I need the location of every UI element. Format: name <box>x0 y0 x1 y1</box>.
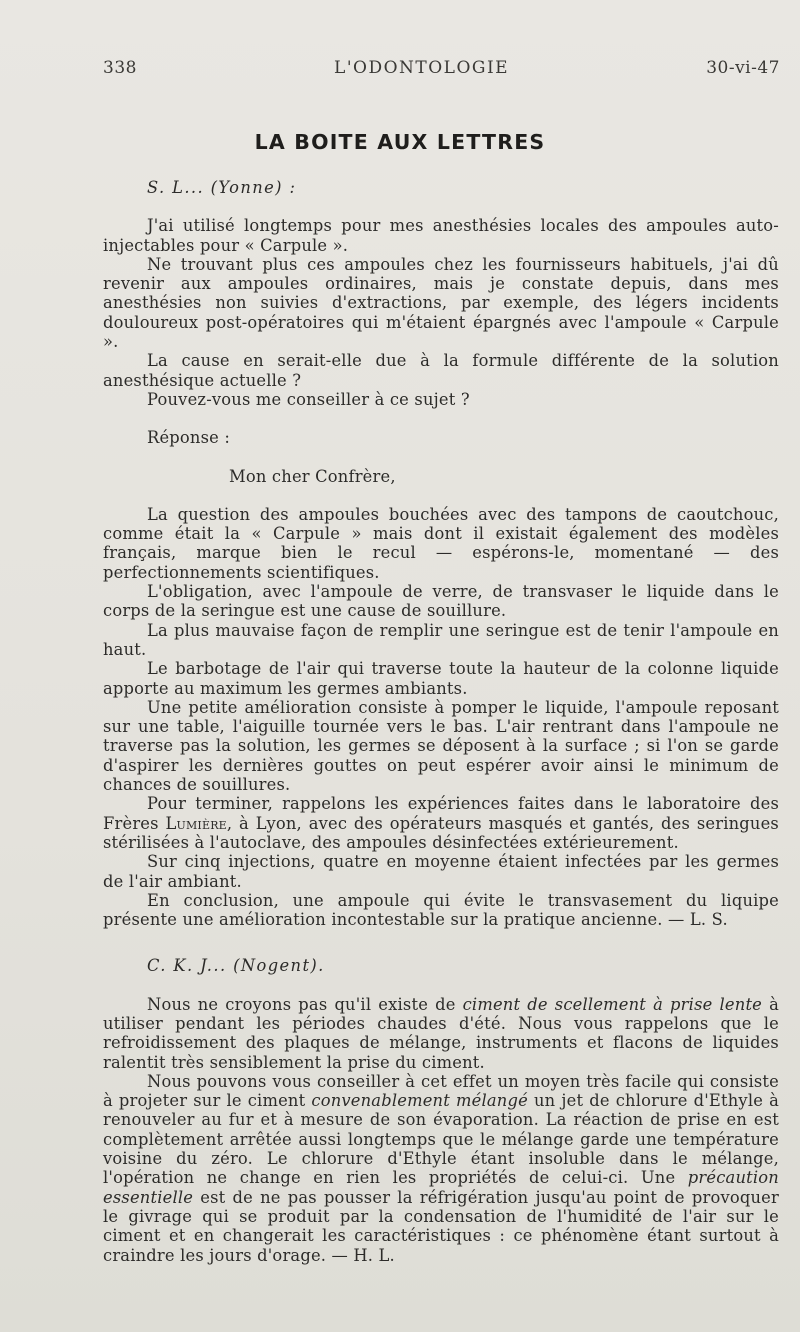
letter1-sender: S. L... (Yonne) : <box>147 178 297 197</box>
salutation: Mon cher Confrère, <box>229 466 396 486</box>
letter1-question-1: J'ai utilisé longtemps pour mes anesthésies locales des ampoules auto-injectables pour « Carpule ». <box>103 216 779 255</box>
l2p2-emphasis-1: convenablement mélangé <box>311 1091 528 1111</box>
section-title: LA BOITE AUX LETTRES <box>254 130 546 154</box>
answer-6-end: , à Lyon, avec des opérateurs masqués et gantés, des seringues stérilisées à l'autoclave, des ampoules désinfectées extérieurement. <box>103 813 779 852</box>
answer-paragraph-7: Sur cinq injections, quatre en moyenne étaient infectées par les germes de l'air ambiant. <box>103 852 779 891</box>
letter2-paragraph-2 <box>103 1072 779 1265</box>
l2p2-emphasis-2: précaution essentielle <box>103 1168 779 1207</box>
issue-date: 30-vi-47 <box>706 58 780 78</box>
l2p2-c: est de ne pas pousser la réfrigération jusqu'au point de provoquer le givrage qui se produit par la condensation de l'humidité de l'air sur le ciment et en changerait les caractéristiques : ce phénomène étant surtout à craindre les jours d'orage. — H. L. <box>103 1187 779 1265</box>
letter2-sender: C. K. J... (Nogent). <box>147 956 325 976</box>
answer-paragraph-6 <box>103 794 779 852</box>
l2p1-b: à utiliser pendant les périodes chaudes d'été. Nous vous rappelons que le refroidissement des plaques de mélange, instruments et flacons de liquides ralentit très sensiblement la prise du ciment. <box>103 994 779 1072</box>
l2p1-emphasis: ciment de scellement à prise lente <box>462 994 763 1014</box>
response-label: Réponse : <box>147 428 231 448</box>
l2p2-a: Nous pouvons vous conseiller à cet effet un moyen très facile qui consiste à projeter sur le ciment <box>103 1071 779 1111</box>
article-body <box>103 178 779 1265</box>
answer-paragraph-2: L'obligation, avec l'ampoule de verre, de transvaser le liquide dans le corps de la seringue est une cause de souillure. <box>103 582 779 621</box>
answer-paragraph-3: La plus mauvaise façon de remplir une seringue est de tenir l'ampoule en haut. <box>103 620 779 659</box>
answer-paragraph-5: Une petite amélioration consiste à pomper le liquide, l'ampoule reposant sur une table, l'aiguille tournée vers le bas. L'air rentrant dans l'ampoule ne traverse pas la solution, les germes se déposent à la surface ; si l'on se garde d'aspirer les dernières gouttes on peut espérer avoir ainsi le minimum de chances de souillures. <box>103 697 779 795</box>
l2p2-b: un jet de chlorure d'Ethyle à renouveler au fur et à mesure de son évaporation. La réaction de prise en est complètement arrêtée aussi longtemps que le mélange garde une température voisine du zéro. Le chlorure d'Ethyle étant insoluble dans le mélange, l'opération ne change en rien les propriétés de celui-ci. Une <box>103 1091 779 1188</box>
answer-6-start: Pour terminer, rappelons les expériences faites dans le laboratoire des Frères <box>103 794 779 833</box>
journal-title: L'ODONTOLOGIE <box>334 58 510 78</box>
answer-paragraph-1: La question des ampoules bouchées avec des tampons de caoutchouc, comme était la « Carpule » mais dont il existait également des modèles français, marque bien le recul — espérons-le, momentané — des perfectionnements scientifiques. <box>103 504 779 582</box>
answer-paragraph-4: Le barbotage de l'air qui traverse toute la hauteur de la colonne liquide apporte au maximum les germes ambiants. <box>103 659 779 698</box>
name-lumiere: Lumière <box>165 813 227 833</box>
running-header <box>103 58 780 78</box>
letter1-question-4: Pouvez-vous me conseiller à ce sujet ? <box>147 389 470 409</box>
letter2-paragraph-1 <box>103 995 779 1072</box>
letter1-question-3: La cause en serait-elle due à la formule différente de la solution anesthésique actuelle ? <box>103 351 779 390</box>
page-number: 338 <box>103 58 137 78</box>
l2p1-a: Nous ne croyons pas qu'il existe de <box>147 994 463 1014</box>
answer-paragraph-8: En conclusion, une ampoule qui évite le transvasement du liquipe présente une amélioration incontestable sur la pratique ancienne. — L. S. <box>103 890 779 930</box>
letter1-question-2: Ne trouvant plus ces ampoules chez les fournisseurs habituels, j'ai dû revenir aux ampoules ordinaires, mais je constate depuis, dans mes anesthésies non suivies d'extractions, par exemple, des légers incidents douloureux post-opératoires qui m'étaient épargnés avec l'ampoule « Carpule ». <box>103 254 779 352</box>
